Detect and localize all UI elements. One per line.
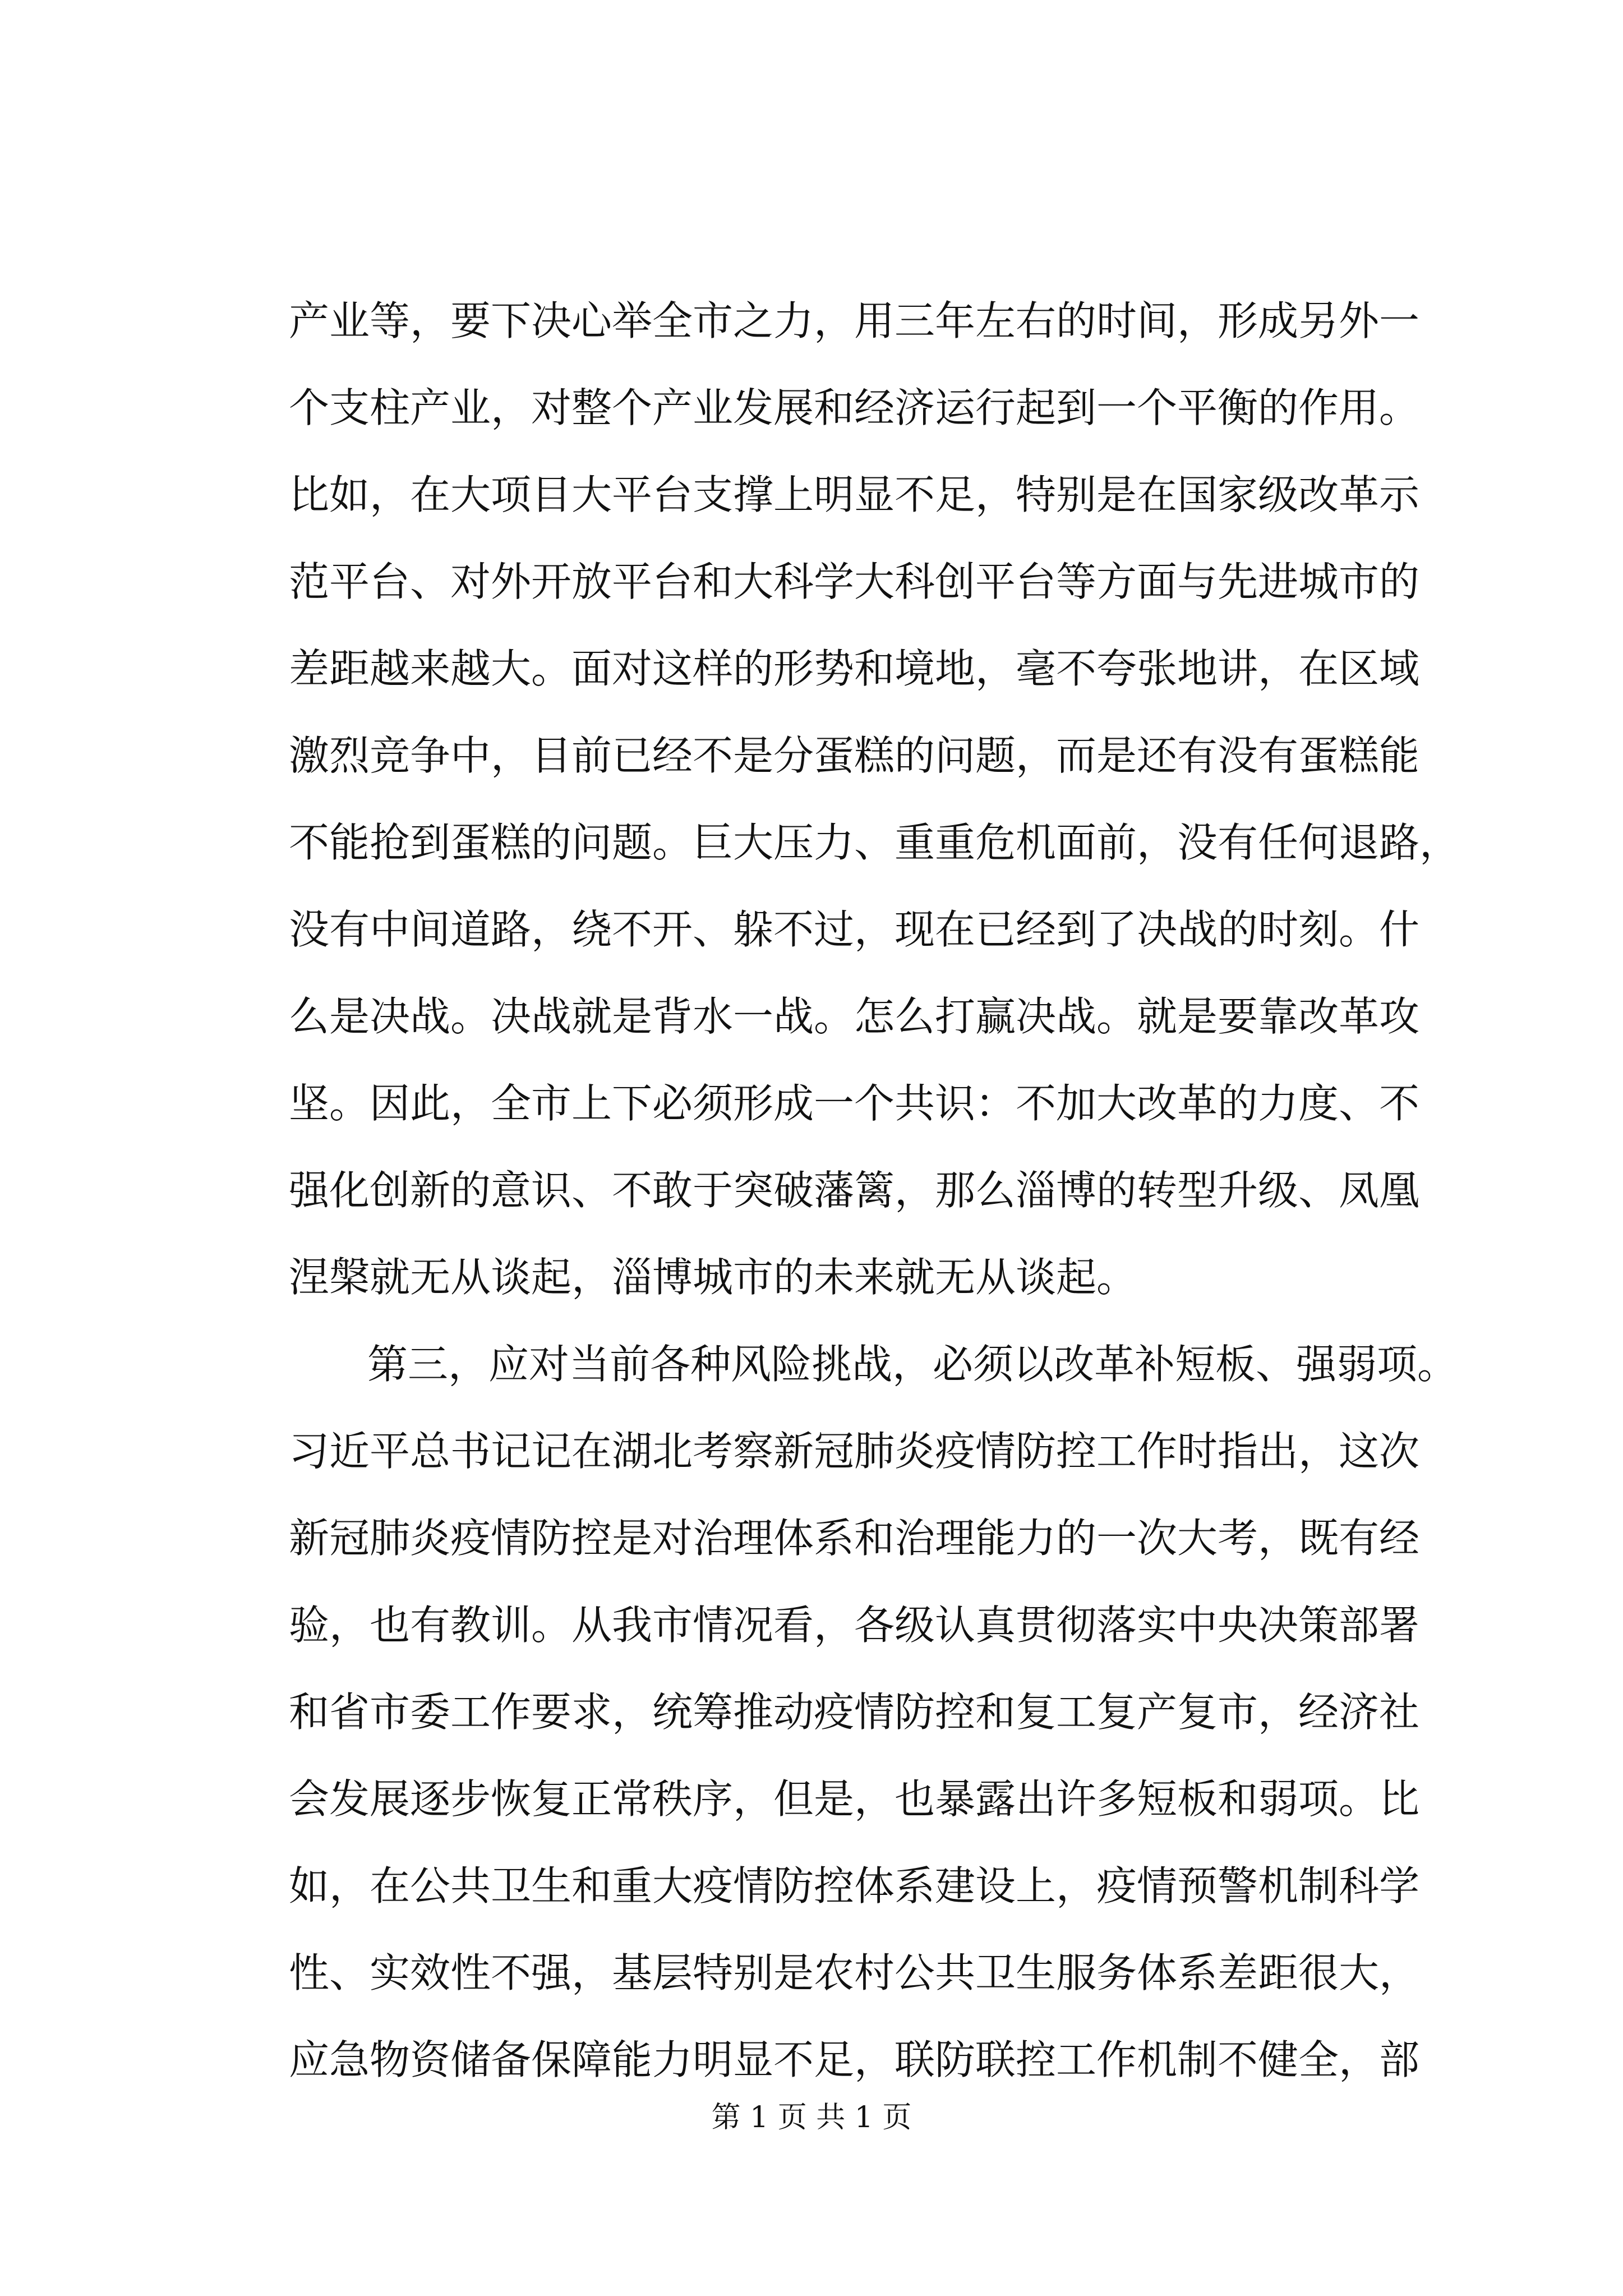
text-line: 坚。因此，全市上下必须形成一个共识：不加大改革的力度、不: [289, 1080, 1420, 1127]
text-line: 差距越来越大。面对这样的形势和境地，毫不夸张地讲，在区域: [289, 645, 1420, 692]
text-line: 和省市委工作要求，统筹推动疫情防控和复工复产复市，经济社: [289, 1688, 1420, 1736]
text-line: 比如，在大项目大平台支撑上明显不足，特别是在国家级改革示: [289, 471, 1420, 518]
text-line: 如，在公共卫生和重大疫情防控体系建设上，疫情预警机制科学: [289, 1862, 1420, 1910]
text-line: 应急物资储备保障能力明显不足，联防联控工作机制不健全，部: [289, 2036, 1420, 2083]
text-line: 习近平总书记记在湖北考察新冠肺炎疫情防控工作时指出，这次: [289, 1428, 1420, 1475]
text-line: 验，也有教训。从我市情况看，各级认真贯彻落实中央决策部署: [289, 1602, 1420, 1649]
text-line: 新冠肺炎疫情防控是对治理体系和治理能力的一次大考，既有经: [289, 1515, 1420, 1562]
text-line: 会发展逐步恢复正常秩序，但是，也暴露出许多短板和弱项。比: [289, 1775, 1420, 1823]
text-line: 个支柱产业，对整个产业发展和经济运行起到一个平衡的作用。: [289, 384, 1420, 431]
text-line: 么是决战。决战就是背水一战。怎么打赢决战。就是要靠改革攻: [289, 993, 1420, 1040]
text-line: 涅槃就无从谈起，淄博城市的未来就无从谈起。: [289, 1254, 1137, 1301]
text-line: 不能抢到蛋糕的问题。巨大压力、重重危机面前，没有任何退路，: [289, 819, 1460, 866]
body-text: [289, 278, 1460, 2104]
text-line: 产业等，要下决心举全市之力，用三年左右的时间，形成另外一: [289, 297, 1420, 344]
text-line: 范平台、对外开放平台和大科学大科创平台等方面与先进城市的: [289, 558, 1420, 605]
page-footer: [0, 2095, 1623, 2140]
text-line: 强化创新的意识、不敢于突破藩篱，那么淄博的转型升级、凤凰: [289, 1167, 1420, 1214]
text-line: 第三，应对当前各种风险挑战，必须以改革补短板、强弱项。: [367, 1341, 1458, 1388]
text-line: 性、实效性不强，基层特别是农村公共卫生服务体系差距很大，: [289, 1949, 1420, 1996]
text-line: 激烈竞争中，目前已经不是分蛋糕的问题，而是还有没有蛋糕能: [289, 732, 1420, 779]
text-line: 没有中间道路，绕不开、躲不过，现在已经到了决战的时刻。什: [289, 906, 1420, 953]
page-number: 第 1 页 共 1 页: [711, 2101, 912, 2134]
